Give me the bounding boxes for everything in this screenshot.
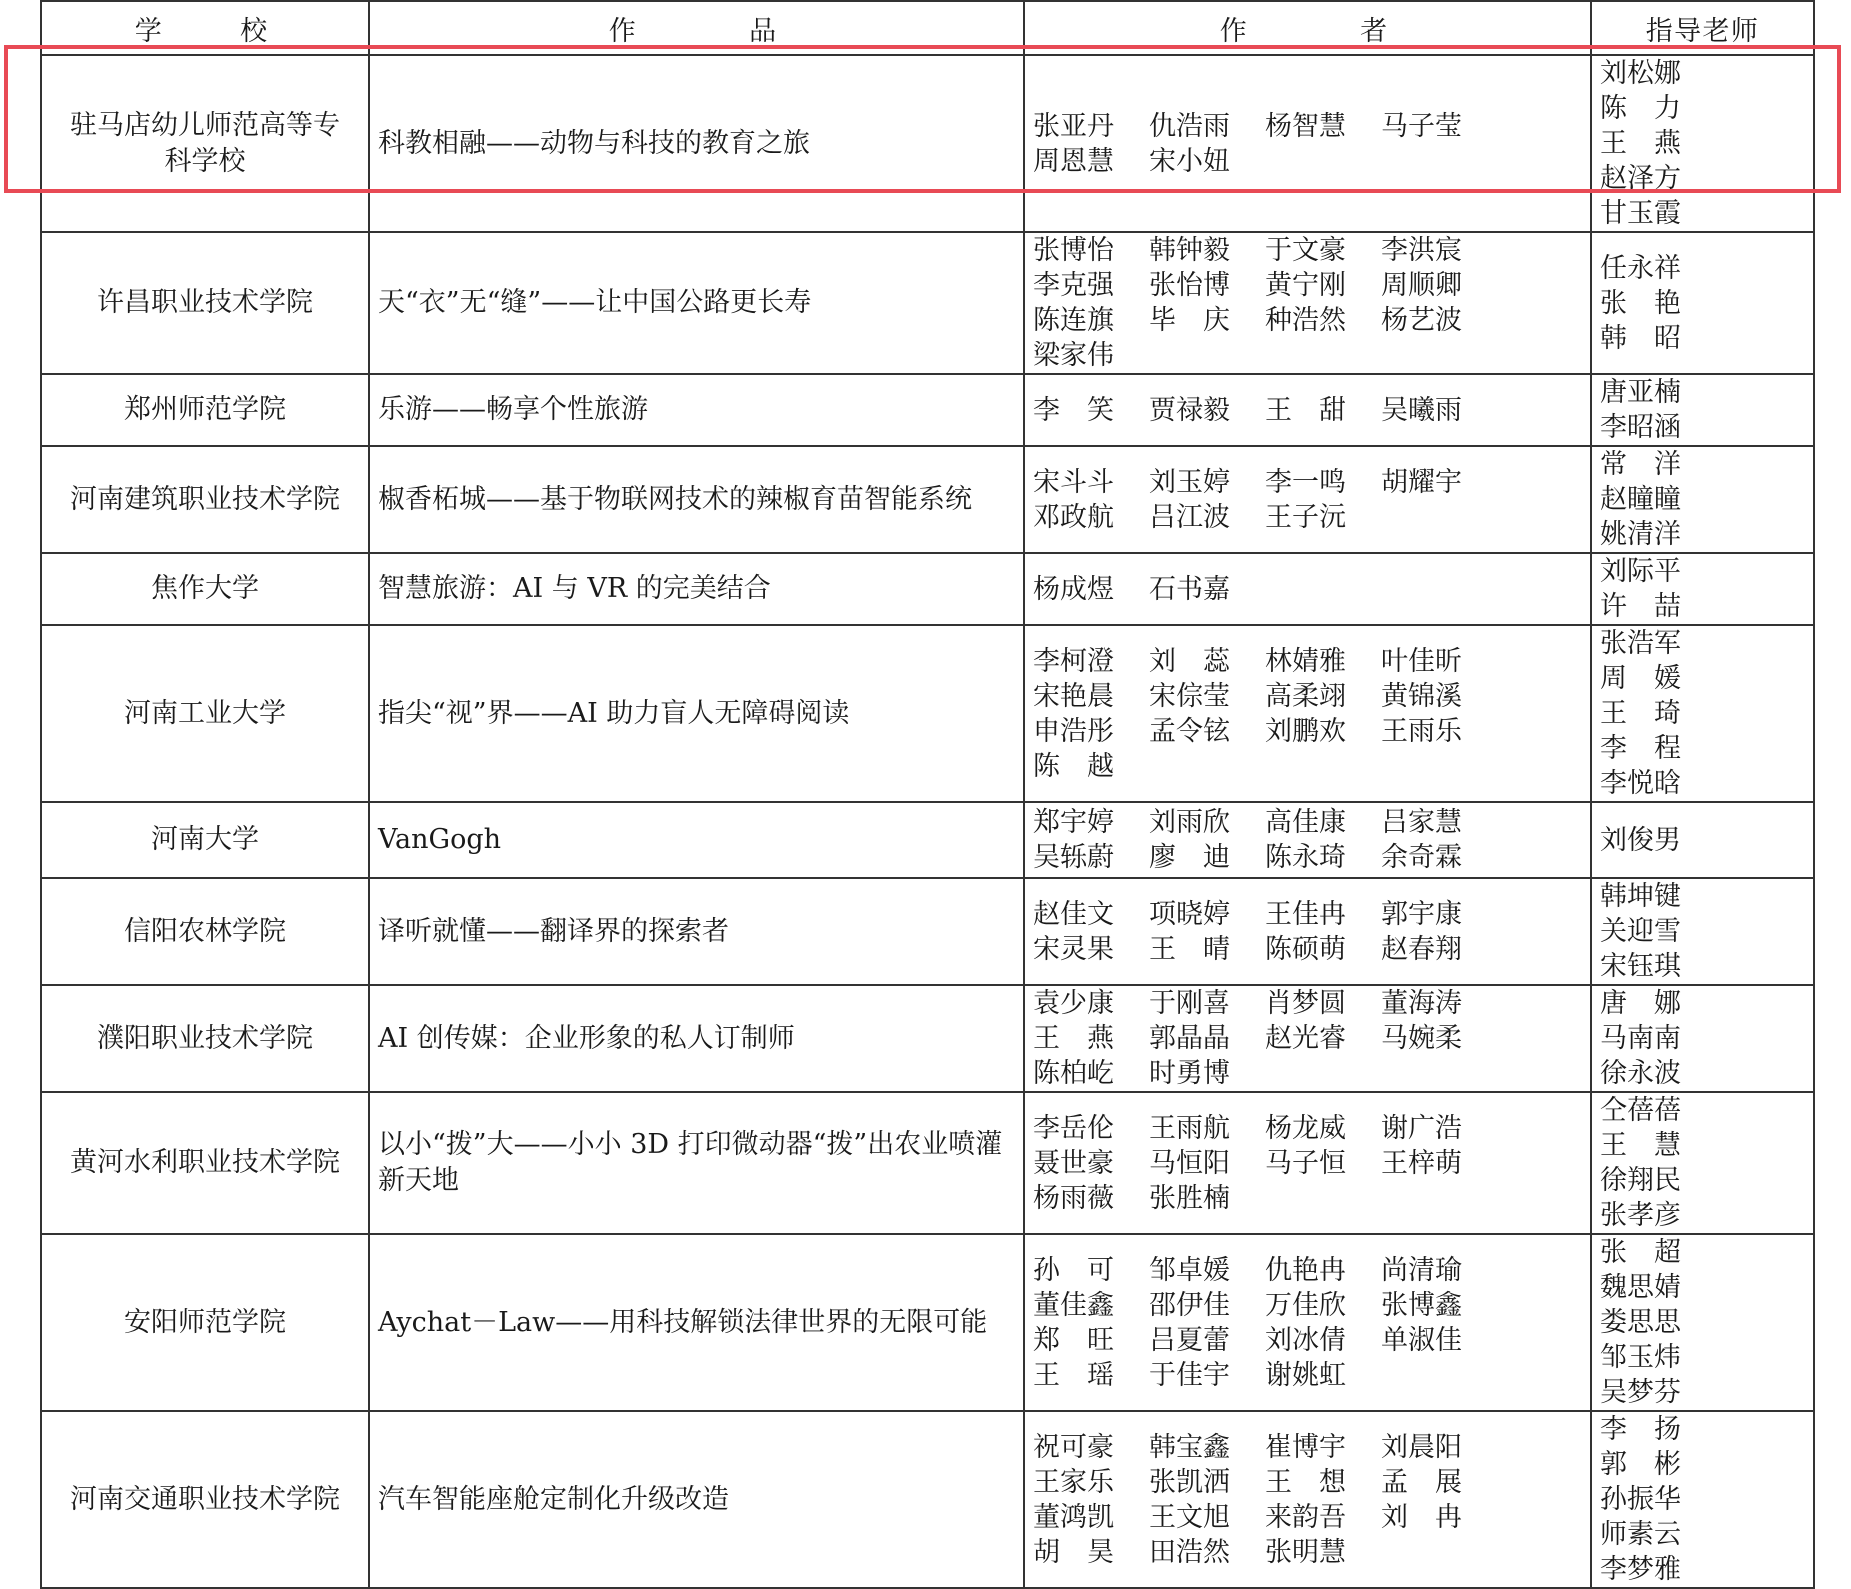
cell-school: 驻马店幼儿师范高等专科学校 (41, 55, 369, 232)
award-table (40, 0, 1815, 1589)
advisor-name: 任永祥 (1600, 252, 1681, 284)
author-name: 胡耀宇 (1381, 466, 1462, 498)
advisor-name: 孙振华 (1600, 1484, 1681, 1515)
author-name: 韩钟毅 (1149, 235, 1230, 266)
advisor-name: 魏思婧 (1600, 1272, 1681, 1303)
advisor-name: 李 扬 (1600, 1414, 1681, 1445)
cell-authors (1024, 1234, 1591, 1411)
advisor-name: 吴梦芬 (1600, 1377, 1681, 1408)
author-name: 陈硕萌 (1265, 933, 1346, 965)
advisor-name: 韩坤键 (1600, 881, 1681, 912)
cell-authors (1024, 878, 1591, 985)
cell-advisors (1591, 878, 1814, 985)
cell-school: 郑州师范学院 (41, 374, 369, 446)
cell-authors (1024, 1092, 1591, 1234)
cell-authors (1024, 625, 1591, 802)
author-name: 郭晶晶 (1149, 1023, 1230, 1054)
advisor-name: 宋钰琪 (1600, 951, 1681, 982)
author-name: 叶佳昕 (1381, 645, 1462, 677)
author-name: 宋艳晨 (1033, 680, 1114, 712)
author-name: 石书嘉 (1149, 573, 1230, 605)
advisor-name: 娄思思 (1600, 1307, 1681, 1338)
header-row (41, 1, 1814, 55)
advisor-name: 徐永波 (1600, 1058, 1681, 1089)
cell-work: Aychat－Law——用科技解锁法律世界的无限可能 (369, 1234, 1024, 1411)
cell-advisors (1591, 1234, 1814, 1411)
author-name: 邵伊佳 (1149, 1289, 1230, 1321)
author-name: 郑 旺 (1033, 1324, 1114, 1356)
advisor-name: 常 洋 (1600, 449, 1681, 480)
advisor-name: 刘俊男 (1600, 824, 1681, 856)
author-name: 孟令铉 (1149, 715, 1230, 747)
advisor-name: 唐亚楠 (1600, 377, 1681, 408)
author-name: 张博鑫 (1381, 1289, 1462, 1321)
author-name: 黄锦溪 (1381, 680, 1462, 712)
author-name: 吕江波 (1149, 501, 1230, 533)
author-name: 吕家慧 (1381, 807, 1462, 838)
advisor-name: 周 媛 (1600, 663, 1681, 694)
advisor-name: 师素云 (1600, 1519, 1681, 1550)
author-name: 仇艳冉 (1265, 1254, 1346, 1286)
advisor-name: 姚清洋 (1600, 519, 1681, 550)
author-name: 董鸿凯 (1033, 1501, 1114, 1533)
table-row (41, 1234, 1814, 1411)
author-name: 杨龙威 (1265, 1112, 1346, 1144)
advisor-name: 王 琦 (1600, 698, 1681, 729)
table-row (41, 878, 1814, 985)
author-name: 王 想 (1265, 1466, 1346, 1498)
author-name: 杨智慧 (1265, 110, 1346, 142)
author-name: 宋倧莹 (1149, 680, 1230, 712)
cell-advisors (1591, 446, 1814, 553)
cell-advisors (1591, 553, 1814, 625)
advisor-name: 仝蓓蓓 (1600, 1095, 1681, 1126)
advisor-name: 关迎雪 (1600, 916, 1681, 947)
author-name: 于文豪 (1265, 235, 1346, 266)
cell-authors (1024, 374, 1591, 446)
author-name: 崔博宇 (1265, 1431, 1346, 1463)
cell-work: 天“衣”无“缝”——让中国公路更长寿 (369, 232, 1024, 374)
author-name: 高柔翊 (1265, 680, 1346, 712)
author-name: 郑宇婷 (1033, 807, 1114, 838)
header-work: 作 品 (369, 1, 1024, 55)
author-name: 梁家伟 (1033, 340, 1114, 371)
cell-advisors (1591, 1411, 1814, 1588)
author-name: 尚清瑜 (1381, 1254, 1462, 1286)
author-name: 贾禄毅 (1149, 394, 1230, 426)
table-row (41, 232, 1814, 374)
author-name: 刘 冉 (1381, 1501, 1462, 1533)
author-name: 王家乐 (1033, 1466, 1114, 1498)
cell-work: VanGogh (369, 802, 1024, 878)
author-name: 刘雨欣 (1149, 807, 1230, 838)
advisor-name: 徐翔民 (1600, 1165, 1681, 1196)
table-row (41, 446, 1814, 553)
author-name: 田浩然 (1149, 1536, 1230, 1568)
author-name: 陈连旗 (1033, 305, 1114, 336)
cell-work: 科教相融——动物与科技的教育之旅 (369, 55, 1024, 232)
author-name: 于刚喜 (1149, 988, 1230, 1019)
author-name: 王 瑶 (1033, 1359, 1114, 1391)
author-name: 董佳鑫 (1033, 1289, 1114, 1321)
author-name: 项晓婷 (1149, 898, 1230, 930)
author-name: 黄宁刚 (1265, 270, 1346, 301)
cell-authors (1024, 232, 1591, 374)
cell-advisors (1591, 55, 1814, 232)
cell-school: 河南工业大学 (41, 625, 369, 802)
author-name: 王 晴 (1149, 933, 1230, 965)
author-name: 刘玉婷 (1149, 466, 1230, 498)
cell-school: 信阳农林学院 (41, 878, 369, 985)
table-row (41, 553, 1814, 625)
author-name: 赵光睿 (1265, 1023, 1346, 1054)
advisor-name: 赵瞳瞳 (1600, 484, 1681, 515)
author-name: 王雨乐 (1381, 715, 1462, 747)
advisor-name: 王 慧 (1600, 1130, 1681, 1161)
author-name: 祝可豪 (1033, 1431, 1114, 1463)
header-authors: 作 者 (1024, 1, 1591, 55)
author-name: 杨艺波 (1381, 305, 1462, 336)
cell-work: AI 创传媒：企业形象的私人订制师 (369, 985, 1024, 1092)
author-name: 余奇霖 (1381, 842, 1462, 873)
table-row (41, 55, 1814, 232)
author-name: 马恒阳 (1149, 1147, 1230, 1179)
cell-school: 黄河水利职业技术学院 (41, 1092, 369, 1234)
author-name: 李 笑 (1033, 394, 1114, 426)
advisor-name: 张浩军 (1600, 628, 1681, 659)
author-name: 刘冰倩 (1265, 1324, 1346, 1356)
cell-authors (1024, 802, 1591, 878)
author-name: 于佳宇 (1149, 1359, 1230, 1391)
author-name: 马子恒 (1265, 1147, 1346, 1179)
cell-advisors (1591, 232, 1814, 374)
advisor-name: 李 程 (1600, 733, 1681, 764)
advisor-name: 唐 娜 (1600, 988, 1681, 1019)
cell-authors (1024, 446, 1591, 553)
author-name: 李克强 (1033, 270, 1114, 301)
cell-advisors (1591, 625, 1814, 802)
author-name: 孟 展 (1381, 1466, 1462, 1498)
cell-authors (1024, 1411, 1591, 1588)
advisor-name: 刘际平 (1600, 556, 1681, 587)
author-name: 李洪宸 (1381, 235, 1462, 266)
author-name: 李柯澄 (1033, 645, 1114, 677)
author-name: 聂世豪 (1033, 1147, 1114, 1179)
author-name: 王雨航 (1149, 1112, 1230, 1144)
author-name: 吴曦雨 (1381, 394, 1462, 426)
advisor-name: 韩 昭 (1600, 322, 1681, 354)
author-name: 孙 可 (1033, 1254, 1114, 1286)
author-name: 刘 蕊 (1149, 645, 1230, 677)
author-name: 吕夏蕾 (1149, 1324, 1230, 1356)
author-name: 宋灵果 (1033, 933, 1114, 965)
advisor-name: 李昭涵 (1600, 412, 1681, 443)
advisor-name: 陈 力 (1600, 93, 1681, 124)
author-name: 申浩彤 (1033, 715, 1114, 747)
author-name: 周恩慧 (1033, 145, 1114, 177)
advisor-name: 邹玉炜 (1600, 1342, 1681, 1373)
author-name: 邓政航 (1033, 501, 1114, 533)
author-name: 李岳伦 (1033, 1112, 1114, 1144)
author-name: 王 燕 (1033, 1023, 1114, 1054)
cell-school: 河南交通职业技术学院 (41, 1411, 369, 1588)
cell-authors (1024, 553, 1591, 625)
cell-advisors (1591, 374, 1814, 446)
author-name: 肖梦圆 (1265, 988, 1346, 1019)
author-name: 时勇博 (1149, 1058, 1230, 1089)
cell-school: 河南大学 (41, 802, 369, 878)
author-name: 赵春翔 (1381, 933, 1462, 965)
cell-work: 汽车智能座舱定制化升级改造 (369, 1411, 1024, 1588)
table-row (41, 1092, 1814, 1234)
cell-work: 指尖“视”界——AI 助力盲人无障碍阅读 (369, 625, 1024, 802)
advisor-name: 张孝彦 (1600, 1200, 1681, 1231)
author-name: 王梓萌 (1381, 1147, 1462, 1179)
table-row (41, 802, 1814, 878)
advisor-name: 王 燕 (1600, 128, 1681, 159)
cell-advisors (1591, 985, 1814, 1092)
author-name: 张胜楠 (1149, 1182, 1230, 1214)
cell-school: 河南建筑职业技术学院 (41, 446, 369, 553)
author-name: 吴轹蔚 (1033, 842, 1114, 873)
author-name: 李一鸣 (1265, 466, 1346, 498)
advisor-name: 郭 彬 (1600, 1449, 1681, 1480)
table-row (41, 985, 1814, 1092)
author-name: 谢广浩 (1381, 1112, 1462, 1144)
author-name: 来韵吾 (1265, 1501, 1346, 1533)
author-name: 张怡博 (1149, 270, 1230, 301)
table-row (41, 1411, 1814, 1588)
advisor-name: 甘玉霞 (1600, 198, 1681, 229)
author-name: 陈永琦 (1265, 842, 1346, 873)
author-name: 赵佳文 (1033, 898, 1114, 930)
author-name: 种浩然 (1265, 305, 1346, 336)
author-name: 杨成煜 (1033, 573, 1114, 605)
author-name: 张明慧 (1265, 1536, 1346, 1568)
table-row (41, 625, 1814, 802)
cell-school: 濮阳职业技术学院 (41, 985, 369, 1092)
advisor-name: 马南南 (1600, 1023, 1681, 1054)
author-name: 刘鹏欢 (1265, 715, 1346, 747)
header-school: 学 校 (41, 1, 369, 55)
author-name: 王佳冉 (1265, 898, 1346, 930)
author-name: 胡 昊 (1033, 1536, 1114, 1568)
cell-work: 椒香柘城——基于物联网技术的辣椒育苗智能系统 (369, 446, 1024, 553)
advisor-name: 许 喆 (1600, 591, 1681, 622)
author-name: 单淑佳 (1381, 1324, 1462, 1356)
table-body (41, 55, 1814, 1588)
author-name: 林婧雅 (1265, 645, 1346, 677)
author-name: 袁少康 (1033, 988, 1114, 1019)
advisor-name: 赵泽方 (1600, 163, 1681, 194)
cell-authors (1024, 985, 1591, 1092)
author-name: 杨雨薇 (1033, 1182, 1114, 1214)
author-name: 宋斗斗 (1033, 466, 1114, 498)
cell-work: 乐游——畅享个性旅游 (369, 374, 1024, 446)
author-name: 王文旭 (1149, 1501, 1230, 1533)
cell-advisors (1591, 802, 1814, 878)
cell-school: 安阳师范学院 (41, 1234, 369, 1411)
author-name: 刘晨阳 (1381, 1431, 1462, 1463)
cell-school: 许昌职业技术学院 (41, 232, 369, 374)
author-name: 张凯洒 (1149, 1466, 1230, 1498)
author-name: 仇浩雨 (1149, 110, 1230, 142)
author-name: 谢姚虹 (1265, 1359, 1346, 1391)
author-name: 张博怡 (1033, 235, 1114, 266)
advisor-name: 李梦雅 (1600, 1554, 1681, 1585)
author-name: 陈 越 (1033, 750, 1114, 782)
advisor-name: 李悦晗 (1600, 768, 1681, 799)
author-name: 毕 庆 (1149, 305, 1230, 336)
author-name: 韩宝鑫 (1149, 1431, 1230, 1463)
author-name: 董海涛 (1381, 988, 1462, 1019)
author-name: 廖 迪 (1149, 842, 1230, 873)
author-name: 万佳欣 (1265, 1289, 1346, 1321)
cell-work: 智慧旅游：AI 与 VR 的完美结合 (369, 553, 1024, 625)
advisor-name: 刘松娜 (1600, 58, 1681, 89)
author-name: 陈柏屹 (1033, 1058, 1114, 1089)
cell-advisors (1591, 1092, 1814, 1234)
advisor-name: 张 艳 (1600, 287, 1681, 319)
author-name: 王 甜 (1265, 394, 1346, 426)
cell-work: 译听就懂——翻译界的探索者 (369, 878, 1024, 985)
cell-school: 焦作大学 (41, 553, 369, 625)
cell-authors (1024, 55, 1591, 232)
advisor-name: 张 超 (1600, 1237, 1681, 1268)
author-name: 王子沅 (1265, 501, 1346, 533)
author-name: 高佳康 (1265, 807, 1346, 838)
author-name: 邹卓媛 (1149, 1254, 1230, 1286)
author-name: 马子莹 (1381, 110, 1462, 142)
table-row (41, 374, 1814, 446)
author-name: 周顺卿 (1381, 270, 1462, 301)
author-name: 张亚丹 (1033, 110, 1114, 142)
author-name: 郭宇康 (1381, 898, 1462, 930)
author-name: 马婉柔 (1381, 1023, 1462, 1054)
header-advisors: 指导老师 (1591, 1, 1814, 55)
cell-work: 以小“拨”大——小小 3D 打印微动器“拨”出农业喷灌新天地 (369, 1092, 1024, 1234)
author-name: 宋小妞 (1149, 145, 1230, 177)
